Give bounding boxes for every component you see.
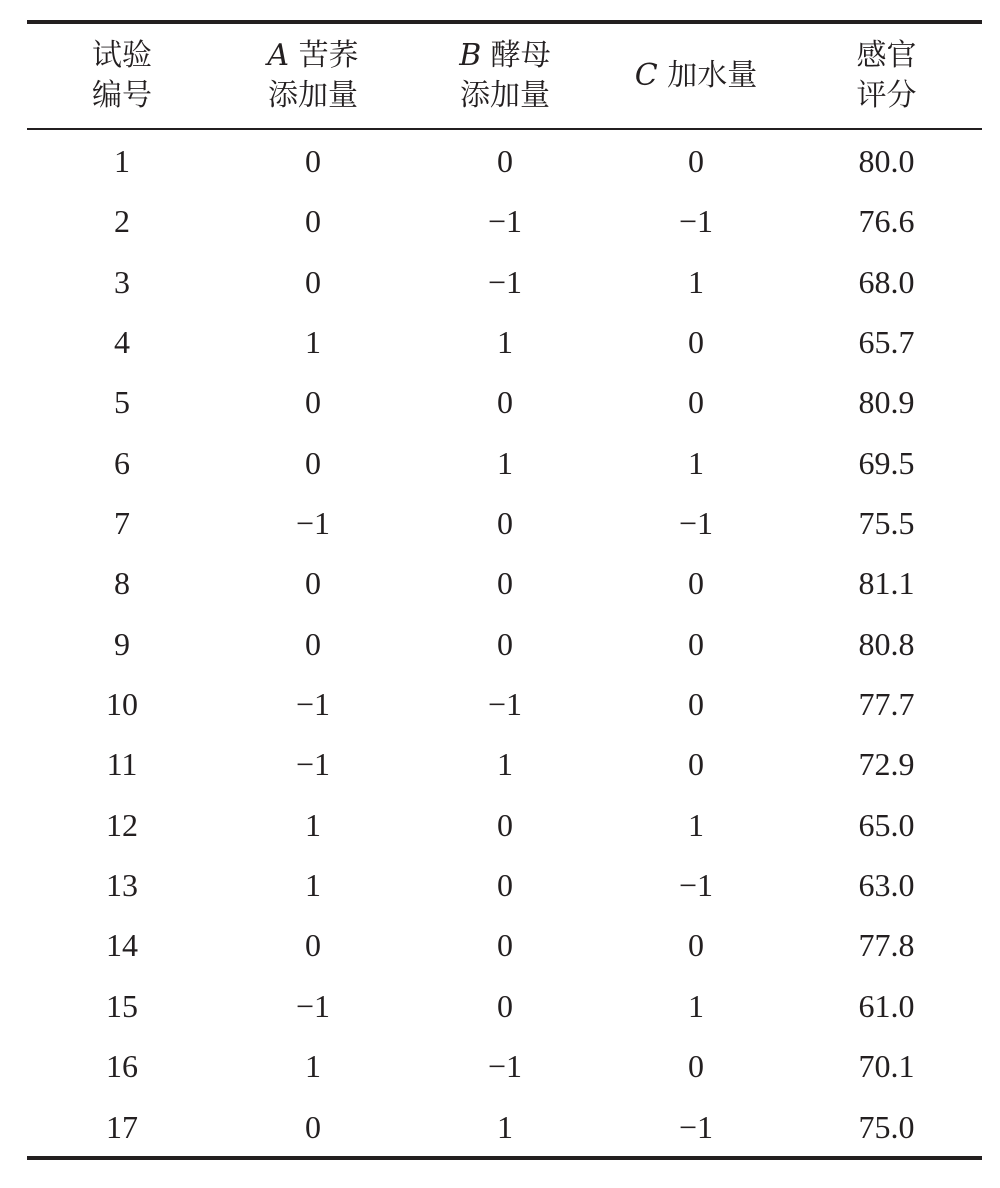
header-yeast-label: 酵母 bbox=[490, 38, 551, 73]
factor-a-cell: 1 bbox=[305, 324, 321, 361]
factor-b-cell: 1 bbox=[497, 324, 513, 361]
factor-c-cell: −1 bbox=[678, 505, 714, 542]
factor-c-cell: 1 bbox=[688, 987, 704, 1024]
table-row bbox=[27, 251, 982, 311]
header-water-label: 加水量 bbox=[667, 58, 758, 93]
header-trial-number bbox=[27, 24, 217, 128]
trial-number-cell: 16 bbox=[106, 1048, 138, 1085]
trial-number-cell: 11 bbox=[106, 746, 138, 783]
sensory-score-cell: 81.1 bbox=[858, 565, 915, 602]
factor-a-cell: 0 bbox=[305, 384, 321, 421]
factor-b-cell: 0 bbox=[497, 806, 513, 843]
factor-a-cell: 0 bbox=[305, 143, 321, 179]
table-row bbox=[27, 1096, 982, 1156]
table-row bbox=[27, 552, 982, 612]
factor-a-cell: 0 bbox=[305, 203, 321, 240]
factor-b-cell: 0 bbox=[497, 143, 513, 179]
factor-a-cell: −1 bbox=[295, 686, 331, 723]
header-buckwheat-amount bbox=[217, 24, 409, 128]
factor-a-cell: 0 bbox=[305, 927, 321, 964]
factor-a-cell: 1 bbox=[305, 1048, 321, 1085]
factor-b-cell: 0 bbox=[497, 625, 513, 662]
table-row bbox=[27, 975, 982, 1035]
table-row bbox=[27, 673, 982, 733]
header-water-amount-line-1 bbox=[635, 56, 758, 96]
sensory-score-cell: 70.1 bbox=[858, 1048, 915, 1085]
trial-number-cell: 6 bbox=[114, 444, 130, 481]
sensory-score-cell: 72.9 bbox=[858, 746, 915, 783]
trial-number-cell: 1 bbox=[114, 143, 130, 179]
table-row bbox=[27, 190, 982, 250]
factor-c-cell: −1 bbox=[678, 867, 714, 904]
factor-a-cell: 0 bbox=[305, 565, 321, 602]
factor-a-cell: 0 bbox=[305, 625, 321, 662]
factor-c-cell: 1 bbox=[688, 444, 704, 481]
sensory-score-cell: 69.5 bbox=[858, 444, 915, 481]
factor-c-cell: 0 bbox=[688, 143, 704, 179]
sensory-score-cell: 80.9 bbox=[858, 384, 915, 421]
header-factor-a: A bbox=[267, 38, 290, 73]
trial-number-cell: 15 bbox=[106, 987, 138, 1024]
sensory-score-cell: 75.0 bbox=[858, 1108, 915, 1145]
sensory-score-cell: 68.0 bbox=[858, 263, 915, 300]
factor-a-cell: 1 bbox=[305, 867, 321, 904]
factor-a-cell: 1 bbox=[305, 806, 321, 843]
table-row bbox=[27, 1035, 982, 1095]
header-yeast-amount-line-1 bbox=[459, 36, 551, 76]
table-bottom-rule bbox=[27, 1156, 982, 1160]
header-yeast-amount-line-2: 添加量 bbox=[460, 78, 550, 113]
sensory-score-cell: 61.0 bbox=[858, 987, 915, 1024]
factor-c-cell: 1 bbox=[688, 806, 704, 843]
trial-number-cell: 13 bbox=[106, 867, 138, 904]
factor-b-cell: 1 bbox=[497, 746, 513, 783]
header-yeast-amount bbox=[409, 24, 601, 128]
header-trial-number-line-2: 编号 bbox=[92, 78, 152, 113]
factor-a-cell: −1 bbox=[295, 505, 331, 542]
factor-b-cell: 0 bbox=[497, 867, 513, 904]
factor-b-cell: 0 bbox=[497, 505, 513, 542]
sensory-score-cell: 77.8 bbox=[858, 927, 915, 964]
factor-a-cell: 0 bbox=[305, 1108, 321, 1145]
factor-c-cell: 1 bbox=[688, 263, 704, 300]
sensory-score-cell: 65.7 bbox=[858, 324, 915, 361]
header-sensory-score-line-1: 感官 bbox=[856, 38, 917, 73]
factor-c-cell: 0 bbox=[688, 324, 704, 361]
factor-b-cell: −1 bbox=[487, 203, 523, 240]
table-header bbox=[27, 24, 982, 128]
header-sensory-score-line-2: 评分 bbox=[856, 78, 917, 113]
trial-number-cell: 9 bbox=[114, 625, 130, 662]
sensory-score-cell: 80.8 bbox=[858, 625, 915, 662]
factor-c-cell: 0 bbox=[688, 927, 704, 964]
factor-c-cell: 0 bbox=[688, 746, 704, 783]
factor-a-cell: 0 bbox=[305, 444, 321, 481]
factor-c-cell: 0 bbox=[688, 625, 704, 662]
factor-b-cell: 0 bbox=[497, 384, 513, 421]
factor-a-cell: 0 bbox=[305, 263, 321, 300]
sensory-score-cell: 77.7 bbox=[858, 686, 915, 723]
factor-a-cell: −1 bbox=[295, 987, 331, 1024]
sensory-score-cell: 76.6 bbox=[858, 203, 915, 240]
factor-c-cell: 0 bbox=[688, 1048, 704, 1085]
trial-number-cell: 17 bbox=[106, 1108, 138, 1145]
header-sensory-score bbox=[791, 24, 982, 128]
table-row bbox=[27, 613, 982, 673]
table-row bbox=[27, 492, 982, 552]
factor-b-cell: −1 bbox=[487, 1048, 523, 1085]
factor-c-cell: 0 bbox=[688, 384, 704, 421]
trial-number-cell: 8 bbox=[114, 565, 130, 602]
factor-c-cell: 0 bbox=[688, 565, 704, 602]
header-water-amount bbox=[601, 24, 791, 128]
header-trial-number-line-1: 试验 bbox=[92, 38, 152, 73]
trial-number-cell: 10 bbox=[106, 686, 138, 723]
sensory-score-cell: 63.0 bbox=[858, 867, 915, 904]
trial-number-cell: 14 bbox=[106, 927, 138, 964]
trial-number-cell: 2 bbox=[114, 203, 130, 240]
factor-c-cell: 0 bbox=[688, 686, 704, 723]
table-row bbox=[27, 794, 982, 854]
sensory-score-cell: 80.0 bbox=[858, 143, 915, 179]
trial-number-cell: 4 bbox=[114, 324, 130, 361]
header-buckwheat-amount-line-2: 添加量 bbox=[268, 78, 358, 113]
factor-b-cell: −1 bbox=[487, 686, 523, 723]
factor-c-cell: −1 bbox=[678, 1108, 714, 1145]
table-row bbox=[27, 311, 982, 371]
factor-b-cell: −1 bbox=[487, 263, 523, 300]
header-buckwheat-amount-line-1 bbox=[267, 36, 358, 76]
factor-b-cell: 1 bbox=[497, 1108, 513, 1145]
factor-a-cell: −1 bbox=[295, 746, 331, 783]
factor-b-cell: 1 bbox=[497, 444, 513, 481]
table-row bbox=[27, 371, 982, 431]
table-row bbox=[27, 914, 982, 974]
header-factor-c: C bbox=[634, 58, 658, 93]
table-row bbox=[27, 432, 982, 492]
trial-number-cell: 3 bbox=[114, 263, 130, 300]
table-row bbox=[27, 733, 982, 793]
trial-number-cell: 12 bbox=[106, 806, 138, 843]
factor-b-cell: 0 bbox=[497, 987, 513, 1024]
table-row bbox=[27, 854, 982, 914]
sensory-score-cell: 75.5 bbox=[858, 505, 915, 542]
trial-number-cell: 5 bbox=[114, 384, 130, 421]
factor-c-cell: −1 bbox=[678, 203, 714, 240]
factor-b-cell: 0 bbox=[497, 565, 513, 602]
trial-number-cell: 7 bbox=[114, 505, 130, 542]
sensory-score-cell: 65.0 bbox=[858, 806, 915, 843]
header-factor-b: B bbox=[459, 38, 482, 73]
table-body bbox=[27, 130, 982, 1156]
factor-b-cell: 0 bbox=[497, 927, 513, 964]
table-row bbox=[27, 130, 982, 190]
header-buckwheat-label: 苦荞 bbox=[298, 38, 359, 73]
